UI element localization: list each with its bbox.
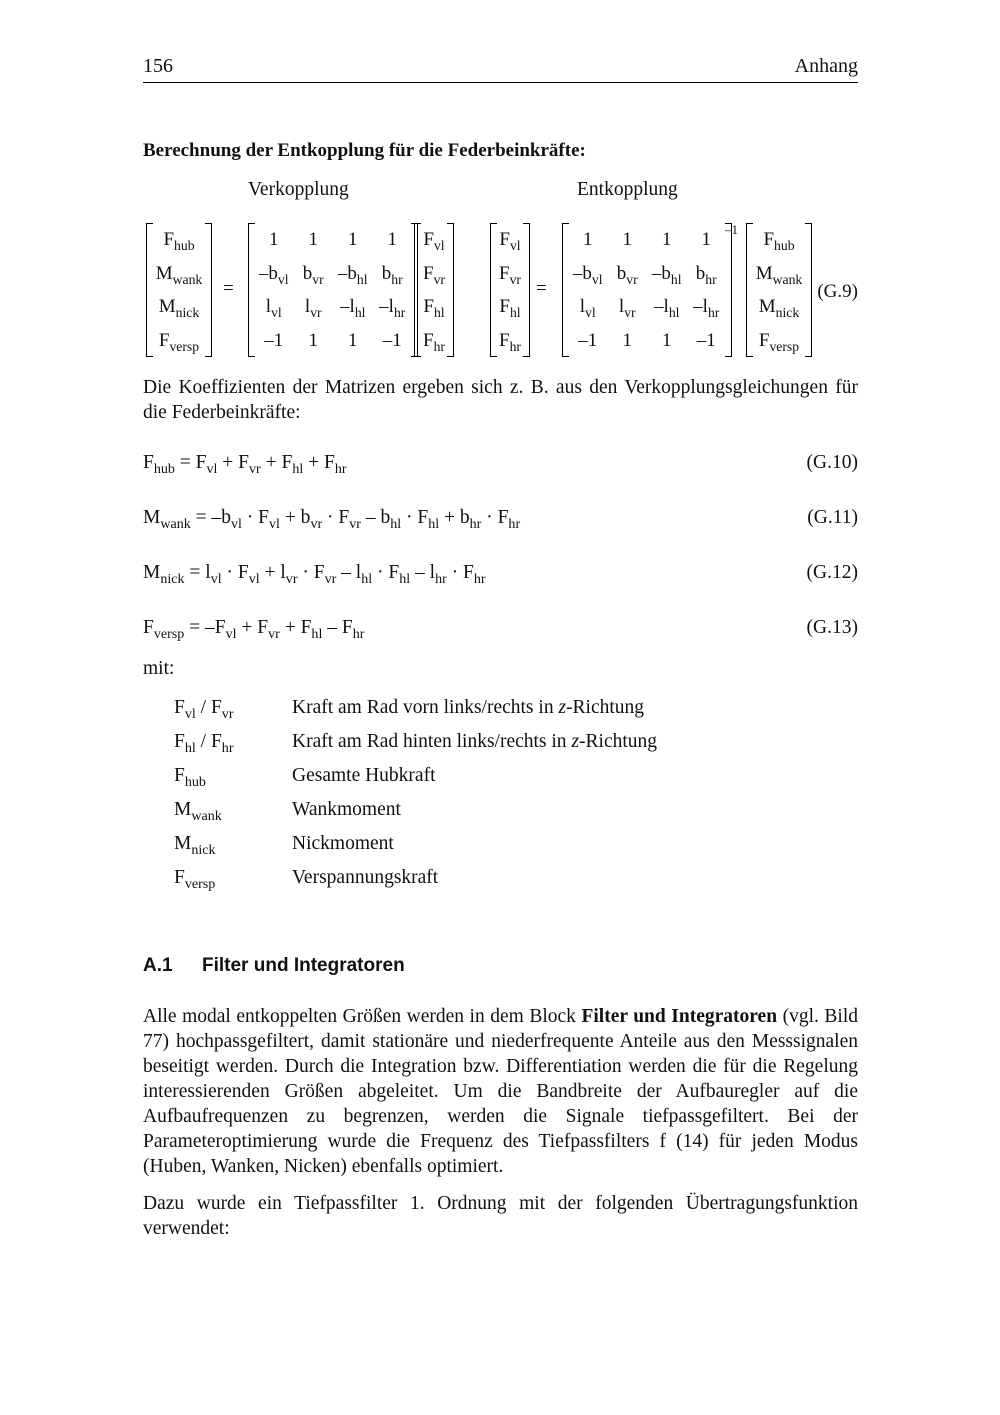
- matrix-cell: $M_{wank}$: [755, 262, 803, 287]
- matrix-cell: $-b_{hl}$: [337, 262, 368, 287]
- matrix-cell: $F_{vl}$: [423, 229, 445, 254]
- matrix-cell: 1: [308, 329, 318, 351]
- definition-symbol: $F_{hub}$: [174, 765, 206, 790]
- modal-force-vector-right: [746, 223, 812, 357]
- matrix-cell: $-l_{hl}$: [340, 296, 366, 321]
- equation-number: (G.13): [806, 617, 858, 638]
- matrix-cell: 1: [387, 229, 397, 251]
- equals-sign-left: =: [223, 278, 234, 299]
- matrix-cell: 1: [622, 229, 632, 251]
- matrix-cell: $l_{vl}$: [265, 296, 282, 321]
- matrix-cell: $l_{vr}$: [618, 296, 636, 321]
- matrix-cell: $b_{vr}$: [616, 262, 638, 287]
- matrix-cell: 1: [701, 229, 711, 251]
- matrix-cell: $b_{hr}$: [695, 262, 717, 287]
- coupling-matrix: [248, 223, 418, 357]
- definition-text: Kraft am Rad hinten links/rechts in z-Richtung: [292, 731, 658, 752]
- wheel-force-vector-left: [414, 223, 454, 357]
- definition-symbol: $F_{vl} / F_{vr}$: [174, 697, 234, 722]
- equation-body: $F_{hub} = F_{vl} + F_{vr} + F_{hl} + F_{hr}$: [143, 452, 347, 477]
- matrix-cell: $b_{hr}$: [381, 262, 403, 287]
- equation-body: $F_{versp} = -F_{vl} + F_{vr} + F_{hl} - F_{hr}$: [143, 617, 365, 642]
- definition-text: Nickmoment: [292, 833, 394, 854]
- definition-text: Kraft am Rad vorn links/rechts in z-Richtung: [292, 697, 645, 718]
- matrix-cell: $b_{vr}$: [302, 262, 324, 287]
- matrix-cell: 1: [348, 329, 358, 351]
- label-entkopplung: Entkopplung: [577, 179, 678, 200]
- matrix-cell: $-b_{hl}$: [651, 262, 682, 287]
- inverse-exponent: –1: [725, 222, 738, 237]
- definition-text: Wankmoment: [292, 799, 401, 820]
- matrix-cell: 1: [662, 329, 672, 351]
- matrix-cell: $F_{vr}$: [499, 262, 521, 287]
- definition-symbol: $M_{nick}$: [174, 833, 216, 858]
- matrix-cell: 1: [348, 229, 358, 251]
- equals-sign-right: =: [536, 278, 547, 299]
- matrix-cell: $F_{vr}$: [423, 262, 445, 287]
- mit-label: mit:: [143, 658, 175, 679]
- matrix-cell: –1: [264, 329, 284, 351]
- matrix-cell: $-b_{vl}$: [572, 262, 603, 287]
- definition-text: Gesamte Hubkraft: [292, 765, 436, 786]
- matrix-cell: $M_{nick}$: [758, 296, 800, 321]
- equation-number: (G.10): [806, 452, 858, 473]
- subsection-heading: [143, 955, 405, 977]
- matrix-cell: $l_{vr}$: [304, 296, 322, 321]
- matrix-cell: $-l_{hr}$: [379, 296, 406, 321]
- matrix-cell: $-l_{hr}$: [693, 296, 720, 321]
- section-heading: Berechnung der Entkopplung für die Federbeinkräfte:: [143, 140, 586, 161]
- matrix-cell: $-b_{vl}$: [258, 262, 289, 287]
- matrix-cell: $l_{vl}$: [579, 296, 596, 321]
- matrix-cell: $M_{nick}$: [158, 296, 200, 321]
- matrix-cell: $-l_{hl}$: [654, 296, 680, 321]
- matrix-cell: $F_{vl}$: [499, 229, 521, 254]
- matrix-cell: 1: [662, 229, 672, 251]
- matrix-cell: 1: [583, 229, 593, 251]
- wheel-force-vector-right: [490, 223, 530, 357]
- subsection-number: A.1: [143, 955, 173, 976]
- matrix-cell: $F_{versp}$: [158, 329, 200, 354]
- page-number: 156: [143, 55, 173, 77]
- matrix-cell: 1: [269, 229, 279, 251]
- label-verkopplung: Verkopplung: [248, 179, 349, 200]
- inverse-coupling-matrix: [562, 223, 732, 357]
- matrix-cell: 1: [622, 329, 632, 351]
- matrix-cell: –1: [696, 329, 716, 351]
- matrix-cell: –1: [382, 329, 402, 351]
- paragraph-text: Alle modal entkoppelten Größen werden in dem Block: [143, 1006, 582, 1027]
- matrix-cell: $F_{hr}$: [499, 329, 521, 354]
- paragraph-coefficients: Die Koeffizienten der Matrizen ergeben sich z. B. aus den Verkopplungsgleichungen für die Federbeinkräfte:: [143, 377, 858, 423]
- block-name: Filter und Integratoren: [581, 1006, 778, 1027]
- matrix-cell: $F_{hub}$: [763, 229, 795, 254]
- definition-symbol: $F_{hl} / F_{hr}$: [174, 731, 234, 756]
- matrix-cell: $M_{wank}$: [155, 262, 203, 287]
- matrix-cell: $F_{hr}$: [423, 329, 445, 354]
- paragraph-lowpass: Dazu wurde ein Tiefpassfilter 1. Ordnung mit der folgenden Übertragungsfunktion verwendet:: [143, 1193, 858, 1239]
- matrix-cell: $F_{hub}$: [163, 229, 195, 254]
- matrix-cell: $F_{hl}$: [423, 296, 445, 321]
- paragraph-filter-description: [143, 1004, 858, 1179]
- definition-symbol: $F_{versp}$: [174, 867, 216, 892]
- subsection-title: Filter und Integratoren: [202, 955, 405, 976]
- equation-body: $M_{nick} = l_{vl} \cdot F_{vl} + l_{vr} \cdot F_{vr} - l_{hl} \cdot F_{hl} - l_{hr} \cdot F_{hr}$: [143, 562, 486, 587]
- matrix-cell: $F_{hl}$: [499, 296, 521, 321]
- modal-force-vector-left: [146, 223, 212, 357]
- matrix-cell: 1: [308, 229, 318, 251]
- definition-symbol: $M_{wank}$: [174, 799, 222, 824]
- matrix-cell: –1: [578, 329, 598, 351]
- equation-body: $M_{wank} = -b_{vl} \cdot F_{vl} + b_{vr} \cdot F_{vr} - b_{hl} \cdot F_{hl} + b_{hr} \cdot F_{hr}$: [143, 507, 521, 532]
- matrix-cell: $F_{versp}$: [758, 329, 800, 354]
- running-head: Anhang: [794, 55, 858, 77]
- header-rule: [143, 82, 858, 83]
- equation-number: (G.12): [806, 562, 858, 583]
- equation-number-g9: (G.9): [817, 281, 858, 302]
- definition-text: Verspannungskraft: [292, 867, 439, 888]
- equation-number: (G.11): [807, 507, 858, 528]
- paragraph-text: (vgl. Bild 77) hochpassgefiltert, damit stationäre und niederfrequente Anteile aus den Messsignalen beseitigt werden. Durch die Integration bzw. Differentiation werden die für die Regelung interessierenden Größen abgeleitet. Um die Bandbreite der Aufbauregler auf die Aufbaufrequenzen zu begrenzen, werden die Signale tiefpassgefiltert. Bei der Parameteroptimierung wurde die Frequenz des Tiefpassfilters f (14) für jeden Modus (Huben, Wanken, Nicken) ebenfalls optimiert.: [143, 1006, 858, 1177]
